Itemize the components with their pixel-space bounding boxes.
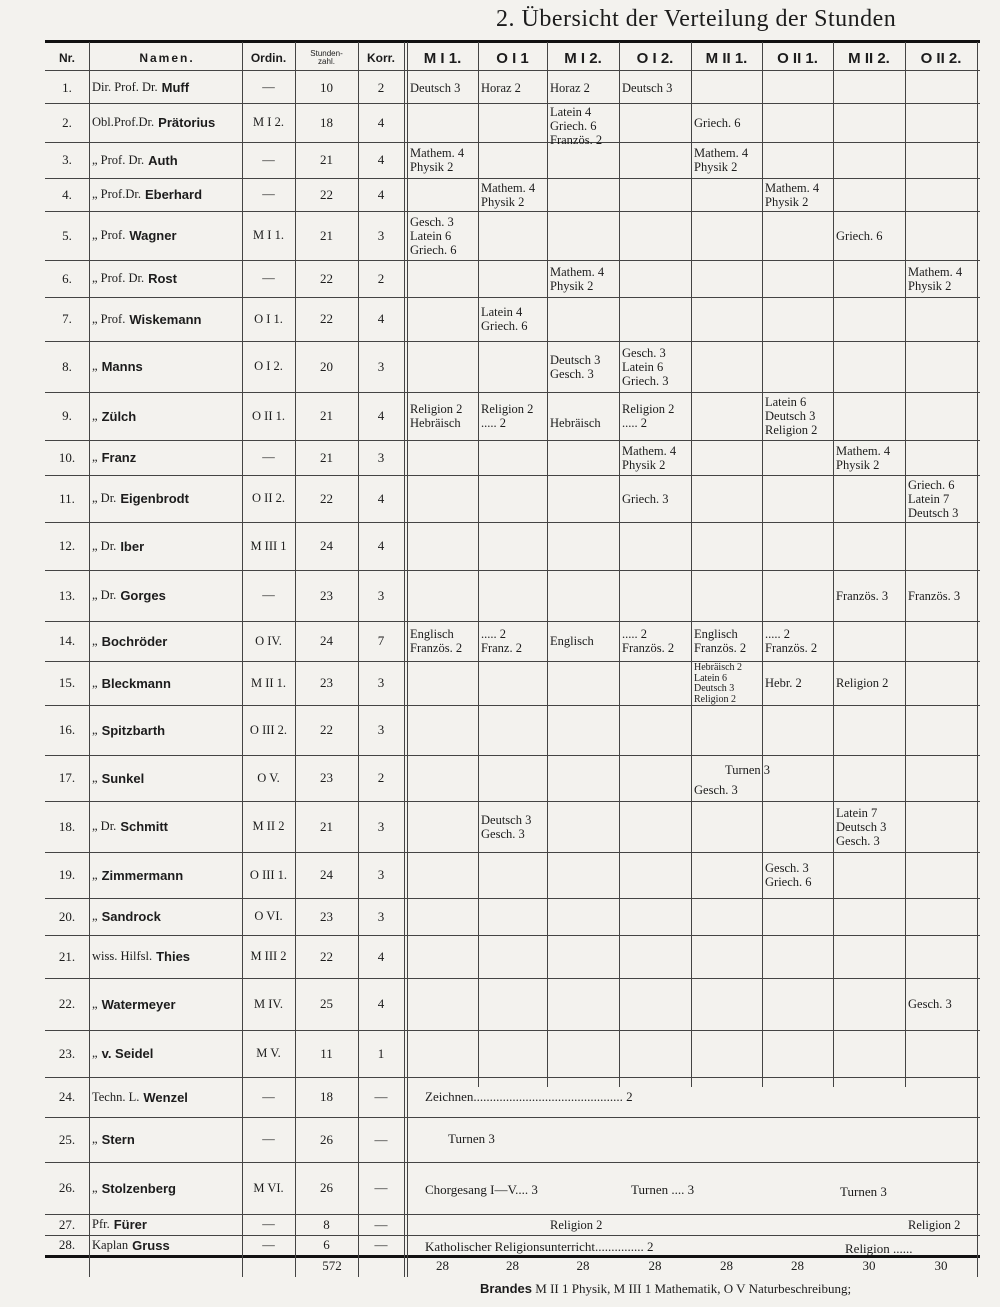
class-total: 28 bbox=[720, 1258, 733, 1273]
class-column-line bbox=[762, 42, 763, 1087]
teacher-name bbox=[92, 1077, 242, 1117]
class-assignment: Gesch. 3 Latein 6 Griech. 3 bbox=[622, 345, 669, 388]
row-number: 9. bbox=[62, 408, 72, 423]
ordinariat: — bbox=[262, 1132, 275, 1146]
row-number: 4. bbox=[62, 186, 72, 202]
row-number: 19. bbox=[58, 867, 76, 882]
class-assignment: Latein 6 Deutsch 3 Religion 2 bbox=[765, 395, 818, 437]
ordinariat: O III 2. bbox=[249, 722, 288, 737]
surname: Wagner bbox=[129, 228, 177, 243]
class-assignment: Mathem. 4 Physik 2 bbox=[694, 146, 749, 174]
class-assignment: Latein 4 Griech. 6 Französ. 2 bbox=[550, 105, 603, 147]
name-prefix: „ Dr. bbox=[92, 491, 117, 505]
stundenzahl: 24 bbox=[320, 538, 333, 553]
class-assignment: Gesch. 3 Griech. 6 bbox=[765, 861, 812, 889]
ordinariat: O III 1. bbox=[249, 867, 288, 882]
row-number: 27. bbox=[58, 1216, 76, 1232]
name-prefix: „ Dr. bbox=[92, 819, 117, 833]
class-column-line bbox=[691, 42, 692, 1087]
teacher-name bbox=[92, 475, 242, 522]
class-assignment: Deutsch 3 Gesch. 3 bbox=[481, 812, 532, 841]
korrekturen: 2 bbox=[377, 270, 385, 286]
header-name: Namen. bbox=[139, 51, 195, 65]
class-assignment: Religion 2 bbox=[908, 1217, 961, 1232]
surname: Gorges bbox=[120, 588, 166, 603]
teacher-name bbox=[92, 978, 242, 1030]
korrekturen: — bbox=[374, 1131, 388, 1147]
class-assignment: Griech. 6 bbox=[694, 115, 741, 130]
katholisch-span: Katholischer Religionsunterricht............... 2 bbox=[425, 1239, 654, 1254]
header-class: M I 2. bbox=[564, 49, 602, 67]
header-class: M I 1. bbox=[423, 49, 462, 67]
header-class: M II 1. bbox=[705, 49, 748, 67]
footer-name: Brandes bbox=[480, 1281, 533, 1296]
stundenzahl: 25 bbox=[320, 996, 333, 1011]
korrekturen: 3 bbox=[377, 818, 385, 834]
name-prefix: „ Prof. bbox=[92, 311, 126, 326]
surname: Sunkel bbox=[101, 770, 145, 786]
class-column-line bbox=[977, 42, 978, 1277]
ordinariat: — bbox=[262, 271, 275, 285]
ordinariat: M II 1. bbox=[250, 675, 287, 690]
class-assignment: Mathem. 4 Physik 2 bbox=[765, 180, 820, 209]
korrekturen: — bbox=[374, 1089, 388, 1104]
ordinariat: O I 2. bbox=[254, 359, 283, 373]
stundenzahl: 24 bbox=[320, 867, 333, 882]
stundenzahl: 22 bbox=[320, 490, 333, 506]
class-assignment: Latein 7 Deutsch 3 Gesch. 3 bbox=[836, 805, 887, 848]
surname: Watermeyer bbox=[101, 996, 176, 1012]
class-column-line bbox=[833, 42, 834, 1087]
name-prefix: Techn. L. bbox=[92, 1089, 140, 1104]
row-number: 3. bbox=[62, 152, 72, 167]
stundenzahl: 24 bbox=[320, 633, 333, 648]
ordinariat: — bbox=[262, 588, 275, 602]
surname: Franz bbox=[101, 450, 137, 465]
class-total: 28 bbox=[576, 1258, 590, 1273]
surname: Fürer bbox=[113, 1217, 147, 1232]
teacher-name bbox=[92, 211, 242, 260]
ordinariat: — bbox=[262, 450, 275, 464]
surname: Stern bbox=[101, 1132, 135, 1147]
teacher-name bbox=[92, 1235, 242, 1255]
stundenzahl: 21 bbox=[320, 152, 333, 167]
header-korr: Korr. bbox=[366, 51, 395, 65]
row-number: 1. bbox=[62, 79, 72, 95]
korrekturen: 3 bbox=[377, 675, 385, 690]
teacher-name bbox=[92, 440, 242, 475]
stundenzahl: 21 bbox=[320, 449, 333, 465]
name-prefix: „ Prof.Dr. bbox=[92, 187, 141, 201]
name-prefix: „ bbox=[92, 359, 98, 373]
row-number: 22. bbox=[58, 996, 76, 1011]
korrekturen: 4 bbox=[377, 186, 385, 202]
zeichnen-span: Zeichnen.............................................. 2 bbox=[425, 1089, 633, 1104]
surname: Bochröder bbox=[101, 633, 168, 649]
class-total: 28 bbox=[506, 1258, 519, 1273]
class-assignment: Latein 4 Griech. 6 bbox=[481, 305, 528, 333]
class-assignment: ..... 2 Französ. 2 bbox=[622, 627, 675, 655]
stundenzahl: 20 bbox=[320, 358, 333, 374]
name-prefix: „ Prof. Dr. bbox=[92, 152, 145, 167]
korrekturen: 4 bbox=[377, 311, 385, 326]
teacher-name bbox=[92, 705, 242, 755]
header-nr: Nr. bbox=[58, 51, 75, 65]
korrekturen: 3 bbox=[377, 227, 385, 243]
row-number: 12. bbox=[58, 538, 76, 553]
class-assignment: Mathem. 4 Physik 2 bbox=[908, 264, 963, 293]
teacher-name bbox=[92, 178, 242, 211]
stundenzahl: 23 bbox=[320, 908, 333, 924]
teacher-name bbox=[92, 755, 242, 801]
turnen-span: Turnen 3 bbox=[448, 1131, 495, 1146]
ordinariat: — bbox=[262, 1217, 275, 1231]
teacher-name bbox=[92, 260, 242, 297]
surname: Sandrock bbox=[101, 909, 161, 924]
surname: Muff bbox=[161, 80, 190, 95]
surname: Bleckmann bbox=[101, 675, 171, 691]
stundenzahl: 6 bbox=[323, 1237, 330, 1252]
korrekturen: 1 bbox=[377, 1045, 385, 1061]
teacher-name bbox=[92, 103, 242, 142]
header-class: M II 2. bbox=[848, 49, 890, 67]
surname: Zülch bbox=[101, 408, 137, 424]
surname: Auth bbox=[148, 152, 178, 168]
class-total: 28 bbox=[648, 1258, 662, 1273]
surname: Zimmermann bbox=[101, 867, 184, 883]
class-assignment: ..... 2 Französ. 2 bbox=[765, 627, 818, 655]
name-prefix: „ bbox=[92, 450, 98, 464]
header-class: O I 1 bbox=[496, 49, 529, 67]
religion-span: Religion ...... bbox=[845, 1241, 913, 1256]
footer-text: M II 1 Physik, M III 1 Mathematik, O V Naturbeschreibung; bbox=[535, 1281, 852, 1296]
class-assignment: Gesch. 3 Latein 6 Griech. 6 bbox=[410, 214, 457, 257]
name-prefix: „ bbox=[92, 770, 98, 785]
surname: Thies bbox=[156, 949, 191, 964]
row-number: 24. bbox=[58, 1089, 76, 1104]
header-class: O I 2. bbox=[636, 49, 674, 67]
class-assignment: Religion 2 ..... 2 bbox=[481, 402, 534, 430]
stundenzahl: 26 bbox=[320, 1180, 333, 1195]
stundenzahl: 22 bbox=[320, 722, 333, 737]
name-prefix: „ bbox=[92, 408, 98, 423]
stundenzahl: 18 bbox=[320, 114, 333, 130]
surname: Spitzbarth bbox=[101, 722, 166, 738]
column-line bbox=[89, 42, 90, 1277]
stundenzahl: 22 bbox=[320, 311, 333, 326]
class-assignment: Mathem. 4 Physik 2 bbox=[410, 146, 465, 174]
header-rule bbox=[45, 70, 980, 71]
turnen-span-b: Turnen .... 3 bbox=[631, 1182, 695, 1197]
class-assignment: Hebr. 2 bbox=[765, 676, 802, 690]
ordinariat: M II 2 bbox=[252, 819, 285, 833]
teacher-name bbox=[92, 852, 242, 898]
ordinariat: O II 1. bbox=[252, 408, 285, 423]
korrekturen: — bbox=[374, 1216, 388, 1232]
ordinariat: O I 1. bbox=[254, 311, 283, 326]
korrekturen: — bbox=[374, 1237, 388, 1252]
ordinariat: O II 2. bbox=[252, 491, 285, 505]
stundenzahl: 22 bbox=[320, 186, 333, 202]
name-prefix: wiss. Hilfsl. bbox=[92, 949, 153, 963]
surname: Iber bbox=[120, 538, 145, 554]
korrekturen: 2 bbox=[377, 79, 385, 95]
teacher-name bbox=[92, 935, 242, 978]
teacher-name bbox=[92, 341, 242, 392]
name-prefix: Obl.Prof.Dr. bbox=[92, 115, 155, 129]
surname: Stolzenberg bbox=[101, 1180, 176, 1196]
ordinariat: O IV. bbox=[255, 633, 282, 648]
top-rule bbox=[45, 40, 980, 43]
korrekturen: 4 bbox=[377, 948, 385, 964]
ordinariat: M V. bbox=[256, 1046, 281, 1060]
class-column-line bbox=[478, 42, 479, 1087]
name-prefix: „ bbox=[92, 1046, 98, 1060]
class-column-line bbox=[619, 42, 620, 1087]
total-stunden: 572 bbox=[322, 1258, 342, 1273]
surname: Prätorius bbox=[158, 115, 216, 130]
stundenzahl: 18 bbox=[320, 1089, 333, 1104]
header-stunden-bottom: zahl. bbox=[318, 57, 335, 66]
class-total: 30 bbox=[934, 1258, 948, 1273]
header-ordin: Ordin. bbox=[250, 51, 287, 65]
surname: Wiskemann bbox=[129, 311, 202, 327]
korrekturen: — bbox=[374, 1180, 388, 1195]
stundenzahl: 26 bbox=[320, 1131, 333, 1147]
class-assignment: Englisch Französ. 2 bbox=[694, 627, 747, 655]
header-stunden bbox=[295, 46, 358, 70]
header-class: O II 1. bbox=[777, 49, 818, 67]
row-number: 7. bbox=[62, 311, 72, 326]
ordinariat: — bbox=[262, 1089, 275, 1104]
class-assignment: ..... 2 Franz. 2 bbox=[481, 627, 522, 655]
surname: v. Seidel bbox=[101, 1046, 154, 1061]
teacher-name bbox=[92, 1117, 242, 1162]
name-prefix: „ bbox=[92, 722, 98, 737]
surname: Schmitt bbox=[120, 819, 168, 834]
class-total: 28 bbox=[436, 1258, 449, 1273]
class-assignment: Gesch. 3 bbox=[908, 997, 952, 1011]
stundenzahl: 23 bbox=[320, 770, 333, 785]
surname: Gruss bbox=[132, 1237, 170, 1253]
row-number: 16. bbox=[58, 722, 76, 737]
teacher-name bbox=[92, 297, 242, 341]
class-assignment: Griech. 3 bbox=[622, 491, 669, 506]
teacher-name bbox=[92, 142, 242, 178]
ordinariat: M I 1. bbox=[253, 228, 284, 242]
class-assignment: Hebräisch 2 Latein 6 Deutsch 3 Religion 2 bbox=[694, 662, 743, 705]
surname: Eigenbrodt bbox=[120, 491, 189, 506]
stundenzahl: 21 bbox=[320, 408, 333, 423]
ordinariat: M III 2 bbox=[250, 949, 287, 963]
name-prefix: Dir. Prof. Dr. bbox=[92, 80, 158, 94]
ordinariat: O VI. bbox=[254, 909, 283, 923]
teacher-name bbox=[92, 570, 242, 621]
class-assignment: Griech. 6 Latein 7 Deutsch 3 bbox=[908, 477, 959, 520]
class-assignment: Hebräisch bbox=[550, 416, 601, 430]
surname: Wenzel bbox=[143, 1089, 188, 1105]
class-assignment: Religion 2 Hebräisch bbox=[410, 402, 463, 430]
stundenzahl: 23 bbox=[320, 675, 333, 690]
korrekturen: 4 bbox=[377, 152, 385, 167]
class-assignment: Mathem. 4 Physik 2 bbox=[550, 264, 605, 293]
row-number: 18. bbox=[58, 818, 76, 834]
stundenzahl: 21 bbox=[320, 227, 333, 243]
page-title: 2. Übersicht der Verteilung der Stunden bbox=[496, 6, 897, 32]
korrekturen: 4 bbox=[377, 490, 385, 506]
class-assignment: Mathem. 4 Physik 2 bbox=[481, 180, 536, 209]
class-column-line bbox=[547, 42, 548, 1087]
header-class: O II 2. bbox=[920, 49, 962, 67]
class-column-line bbox=[407, 42, 408, 1277]
row-number: 17. bbox=[58, 770, 76, 785]
stundenzahl: 11 bbox=[320, 1045, 333, 1061]
ordinariat: — bbox=[262, 152, 275, 167]
row-number: 23. bbox=[58, 1045, 76, 1061]
korrekturen: 4 bbox=[377, 996, 385, 1011]
korrekturen: 4 bbox=[377, 538, 385, 553]
ordinariat: M I 2. bbox=[253, 115, 284, 129]
row-number: 13. bbox=[58, 587, 76, 603]
korrekturen: 4 bbox=[377, 114, 385, 130]
stundenzahl: 21 bbox=[320, 818, 333, 834]
teacher-name bbox=[92, 1214, 242, 1235]
row-number: 28. bbox=[58, 1237, 76, 1252]
ordinariat: M IV. bbox=[254, 996, 283, 1011]
korrekturen: 2 bbox=[377, 770, 385, 785]
stundenzahl: 23 bbox=[320, 587, 333, 603]
name-prefix: „ bbox=[92, 909, 98, 923]
korrekturen: 3 bbox=[377, 908, 385, 924]
turnen-span-c: Turnen 3 bbox=[840, 1184, 887, 1199]
class-assignment: Französ. 3 bbox=[836, 588, 889, 603]
teacher-name bbox=[92, 392, 242, 440]
class-column-line bbox=[905, 42, 906, 1087]
row-number: 14. bbox=[58, 633, 76, 648]
row-number: 26. bbox=[58, 1180, 76, 1195]
name-prefix: „ Dr. bbox=[92, 538, 117, 553]
class-assignment: Deutsch 3 bbox=[410, 80, 461, 95]
stundenzahl: 8 bbox=[323, 1216, 330, 1232]
name-prefix: „ bbox=[92, 996, 98, 1011]
class-total: 28 bbox=[791, 1258, 804, 1273]
korrekturen: 3 bbox=[377, 449, 385, 465]
name-prefix: Kaplan bbox=[92, 1237, 129, 1252]
surname: Manns bbox=[101, 359, 143, 374]
class-assignment: Griech. 6 bbox=[836, 228, 883, 243]
class-assignment: Gesch. 3 bbox=[694, 783, 738, 797]
distribution-table bbox=[45, 0, 985, 1307]
class-assignment: Turnen 3 bbox=[725, 763, 771, 777]
ordinariat: M VI. bbox=[253, 1180, 284, 1195]
teacher-name bbox=[92, 898, 242, 935]
name-prefix: Pfr. bbox=[92, 1217, 110, 1231]
class-assignment: Religion 2 bbox=[550, 1217, 603, 1232]
teacher-name bbox=[92, 621, 242, 661]
name-prefix: „ Prof. bbox=[92, 228, 126, 242]
stundenzahl: 10 bbox=[320, 79, 333, 95]
class-assignment: Deutsch 3 bbox=[622, 80, 673, 95]
teacher-name bbox=[92, 801, 242, 852]
class-assignment: Mathem. 4 Physik 2 bbox=[622, 443, 677, 472]
stundenzahl: 22 bbox=[320, 948, 333, 964]
row-number: 20. bbox=[58, 908, 76, 924]
column-line bbox=[404, 42, 405, 1277]
class-assignment: Deutsch 3 Gesch. 3 bbox=[550, 352, 601, 381]
name-prefix: „ Dr. bbox=[92, 588, 117, 602]
row-number: 11. bbox=[59, 490, 75, 506]
korrekturen: 3 bbox=[377, 722, 385, 737]
korrekturen: 7 bbox=[377, 633, 385, 648]
row-number: 25. bbox=[58, 1131, 76, 1147]
teacher-name bbox=[92, 1162, 242, 1214]
chorgesang-span: Chorgesang I—V.... 3 bbox=[425, 1182, 538, 1197]
teacher-name bbox=[92, 522, 242, 570]
korrekturen: 4 bbox=[377, 408, 385, 423]
korrekturen: 3 bbox=[377, 587, 385, 603]
ordinariat: — bbox=[262, 80, 275, 94]
name-prefix: „ bbox=[92, 1180, 98, 1195]
stundenzahl: 22 bbox=[320, 270, 333, 286]
korrekturen: 3 bbox=[377, 867, 385, 882]
class-assignment: Horaz 2 bbox=[481, 80, 521, 95]
class-assignment: Religion 2 ..... 2 bbox=[622, 402, 675, 430]
name-prefix: „ bbox=[92, 867, 98, 882]
korrekturen: 3 bbox=[377, 358, 385, 374]
row-number: 6. bbox=[62, 270, 72, 286]
surname: Eberhard bbox=[144, 187, 203, 202]
name-prefix: „ Prof. Dr. bbox=[92, 271, 145, 285]
name-prefix: „ bbox=[92, 675, 98, 690]
name-prefix: „ bbox=[92, 1132, 98, 1146]
row-number: 2. bbox=[62, 114, 72, 130]
class-assignment: Englisch bbox=[550, 634, 594, 648]
ordinariat: M III 1 bbox=[250, 538, 287, 553]
ordinariat: O V. bbox=[257, 770, 280, 785]
row-number: 8. bbox=[62, 358, 72, 374]
header-stunden-top: Stunden- bbox=[310, 49, 343, 58]
row-number: 5. bbox=[62, 227, 72, 243]
name-prefix: „ bbox=[92, 633, 98, 648]
class-assignment: Englisch Französ. 2 bbox=[410, 627, 463, 655]
teacher-name bbox=[92, 661, 242, 705]
class-assignment: Mathem. 4 Physik 2 bbox=[836, 443, 891, 472]
row-number: 21. bbox=[58, 948, 76, 964]
row-number: 15. bbox=[58, 675, 76, 690]
class-assignment: Horaz 2 bbox=[550, 80, 590, 95]
ordinariat: — bbox=[262, 187, 275, 201]
class-total: 30 bbox=[862, 1258, 876, 1273]
row-number: 10. bbox=[58, 449, 76, 465]
class-assignment: Religion 2 bbox=[836, 676, 889, 690]
ordinariat: — bbox=[262, 1237, 275, 1252]
teacher-name bbox=[92, 72, 242, 103]
footer-note bbox=[480, 1281, 851, 1297]
teacher-name bbox=[92, 1030, 242, 1077]
surname: Rost bbox=[148, 271, 177, 286]
class-assignment: Französ. 3 bbox=[908, 588, 961, 603]
